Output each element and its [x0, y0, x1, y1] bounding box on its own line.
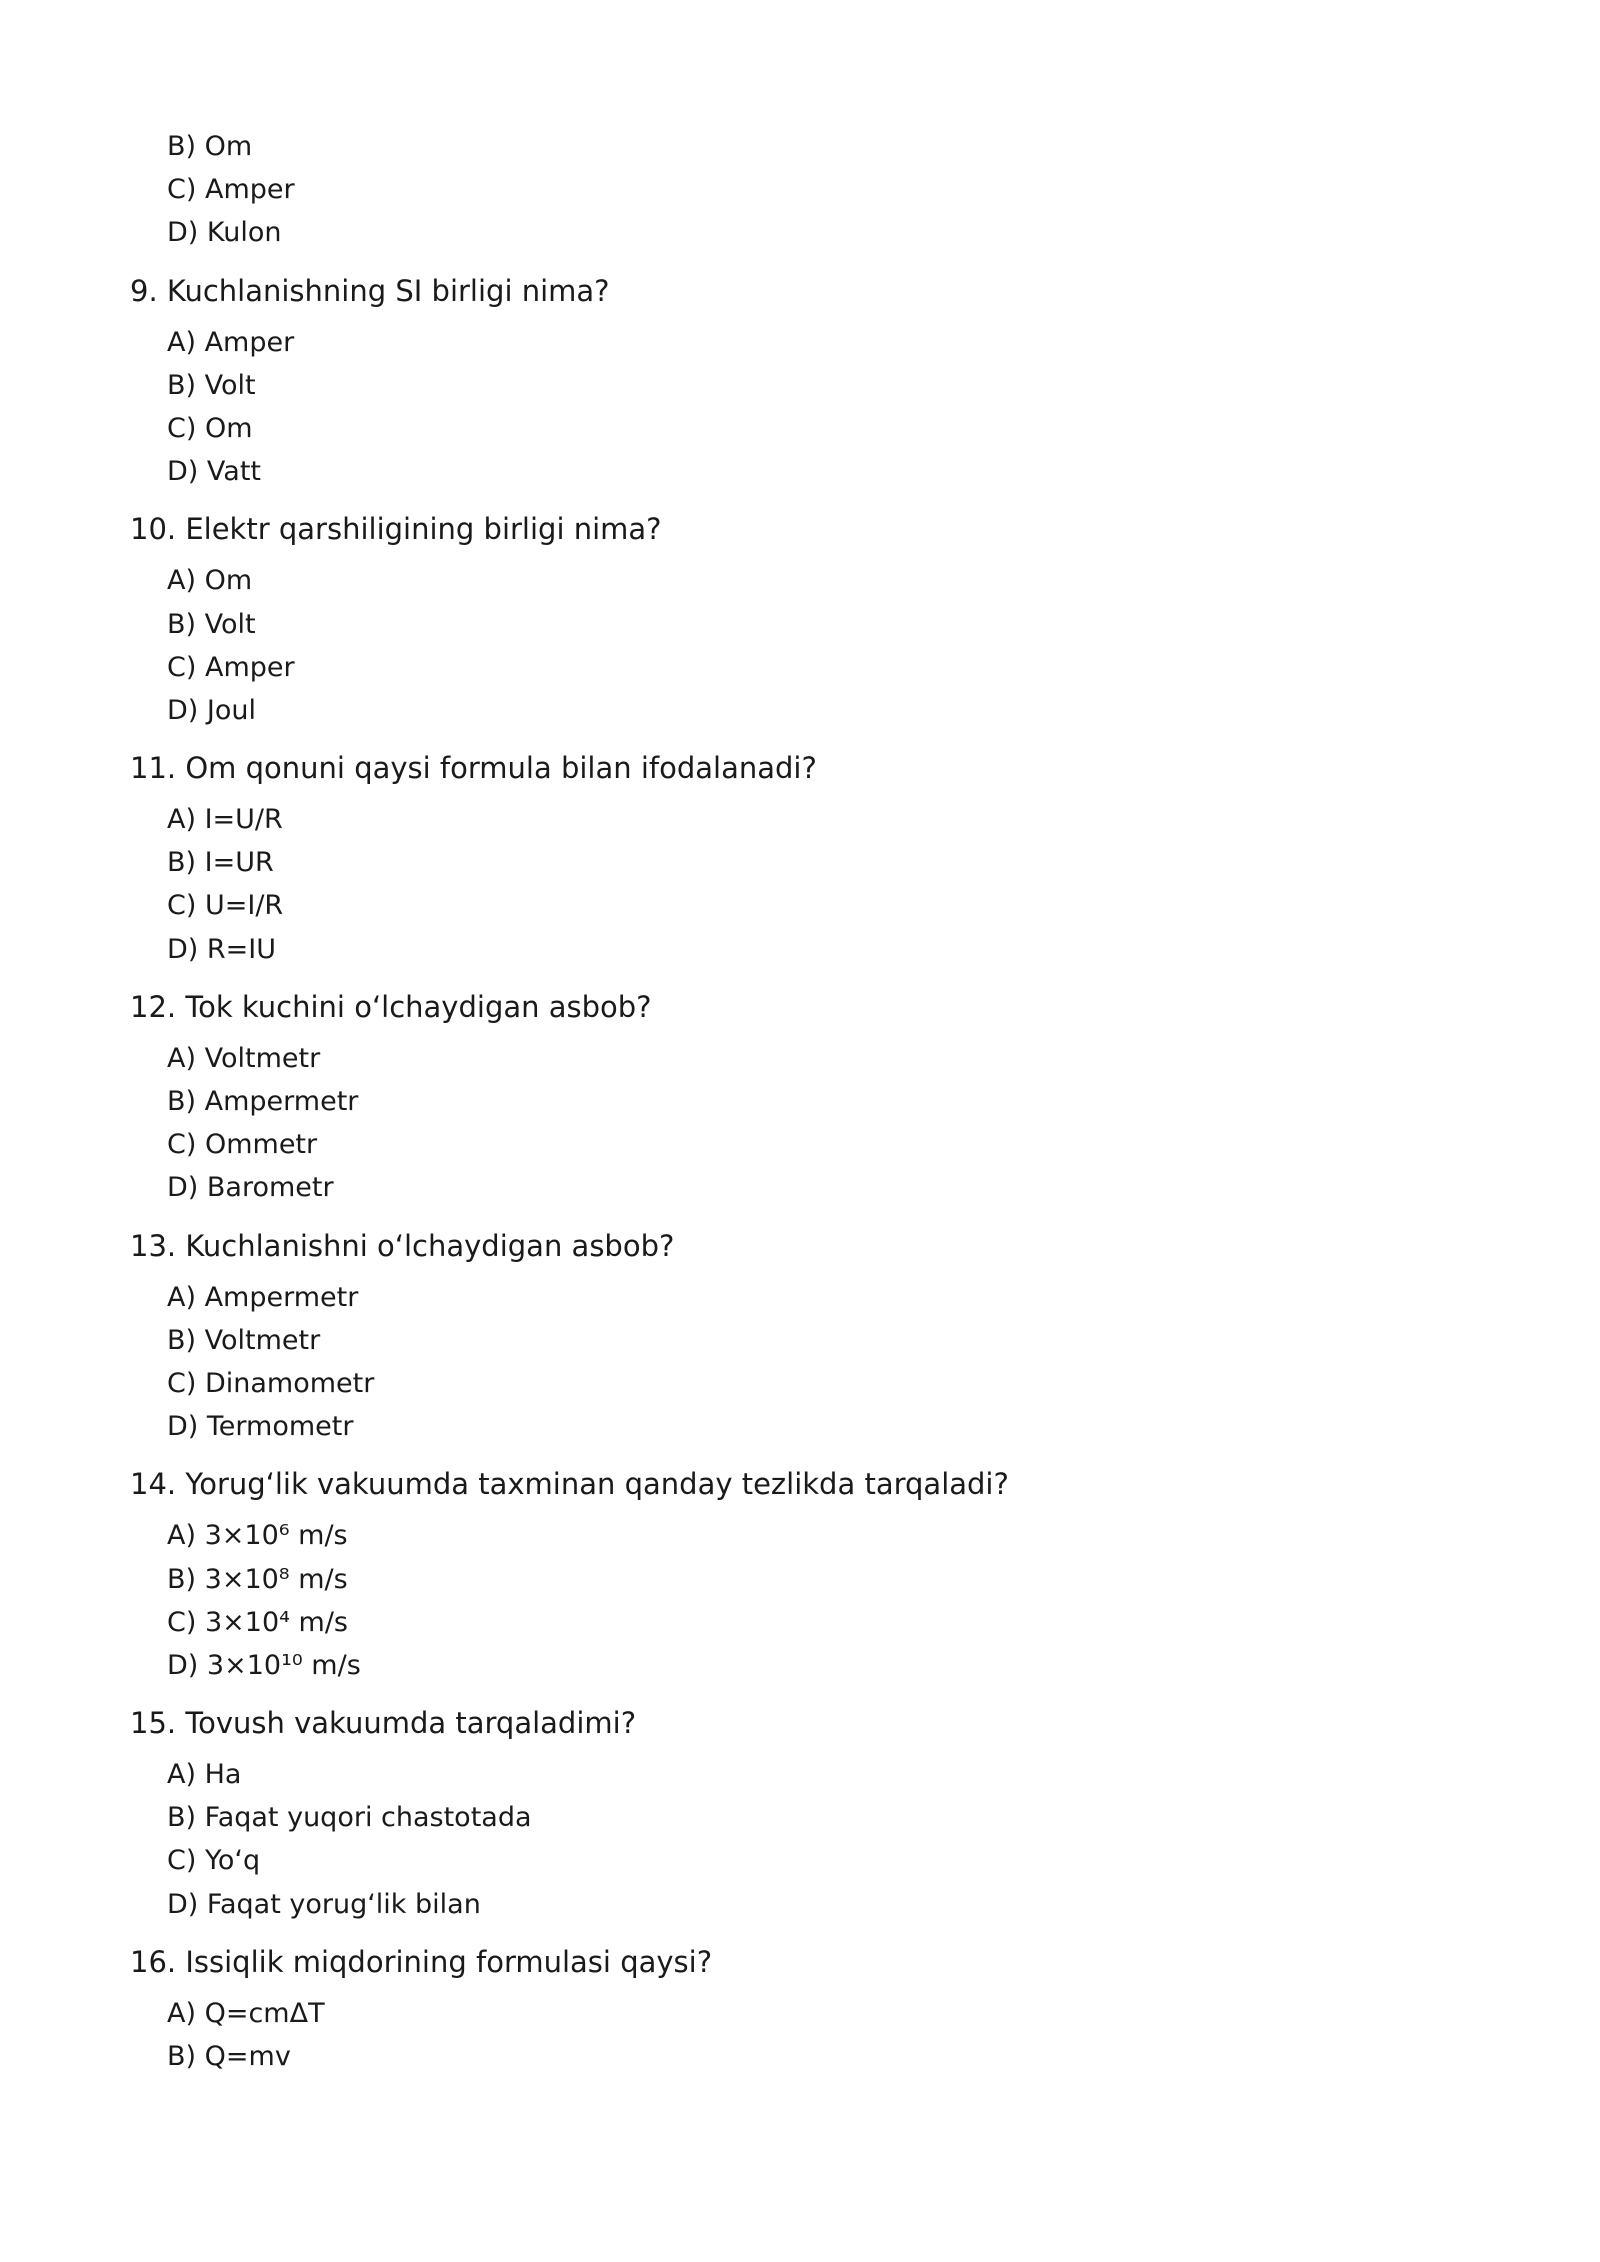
question-block — [130, 987, 1470, 1210]
answer-option: A) I=U/R — [167, 804, 283, 836]
question-text: 11. Om qonuni qaysi formula bilan ifodalanadi? — [130, 751, 817, 786]
question-text: 12. Tok kuchini o‘lchaydigan asbob? — [130, 989, 652, 1024]
question-text: 13. Kuchlanishni o‘lchaydigan asbob? — [130, 1228, 675, 1263]
answer-option: A) Amper — [167, 326, 295, 358]
answer-option: A) Ha — [167, 1759, 242, 1791]
quiz-content — [130, 125, 1470, 2078]
answer-option: A) 3×10⁶ m/s — [167, 1520, 348, 1552]
answer-option: C) Yo‘q — [167, 1845, 261, 1877]
question-block — [130, 1703, 1470, 1926]
answer-option: D) Faqat yorug‘lik bilan — [167, 1888, 481, 1920]
answer-option: B) Ampermetr — [167, 1086, 359, 1117]
answer-option: C) Amper — [167, 174, 295, 206]
answer-option: C) Om — [167, 412, 253, 444]
answer-option: D) Vatt — [167, 456, 261, 488]
answer-option: D) 3×10¹⁰ m/s — [167, 1649, 361, 1681]
answer-option: D) Termometr — [167, 1411, 354, 1443]
question-block — [130, 1226, 1470, 1449]
answer-option: D) Kulon — [167, 217, 282, 249]
answer-option: C) Ommetr — [167, 1129, 318, 1161]
question-text: 15. Tovush vakuumda tarqaladimi? — [130, 1706, 637, 1741]
answer-option: B) Volt — [167, 608, 256, 640]
answer-option: B) Om — [167, 131, 253, 162]
answer-option: B) I=UR — [167, 847, 274, 879]
leading-options — [130, 125, 1470, 255]
answer-option: C) Dinamometr — [167, 1367, 375, 1399]
answer-option: B) Faqat yuqori chastotada — [167, 1802, 532, 1834]
answer-option: B) Voltmetr — [167, 1324, 321, 1356]
answer-option: B) Volt — [167, 369, 256, 401]
question-block — [130, 748, 1470, 971]
answer-option: D) Barometr — [167, 1172, 334, 1204]
question-text: 10. Elektr qarshiligining birligi nima? — [130, 512, 662, 547]
question-block — [130, 1942, 1470, 2078]
answer-option: D) Joul — [167, 694, 257, 726]
answer-option: D) R=IU — [167, 933, 277, 965]
question-text: 16. Issiqlik miqdorining formulasi qaysi? — [130, 1944, 713, 1979]
question-block — [130, 271, 1470, 494]
answer-option: B) Q=mv — [167, 2041, 291, 2072]
answer-option: A) Voltmetr — [167, 1042, 321, 1074]
answer-option: C) 3×10⁴ m/s — [167, 1606, 348, 1638]
answer-option: A) Q=cmΔT — [167, 1997, 325, 2029]
answer-option: A) Ampermetr — [167, 1281, 359, 1313]
question-text: 9. Kuchlanishning SI birligi nima? — [130, 273, 610, 308]
answer-option: A) Om — [167, 565, 253, 597]
question-block — [130, 1464, 1470, 1687]
question-block — [130, 509, 1470, 732]
answer-option: C) Amper — [167, 651, 295, 683]
question-text: 14. Yorug‘lik vakuumda taxminan qanday tezlikda tarqaladi? — [130, 1467, 1009, 1502]
answer-option: B) 3×10⁸ m/s — [167, 1563, 348, 1595]
answer-option: C) U=I/R — [167, 890, 284, 922]
